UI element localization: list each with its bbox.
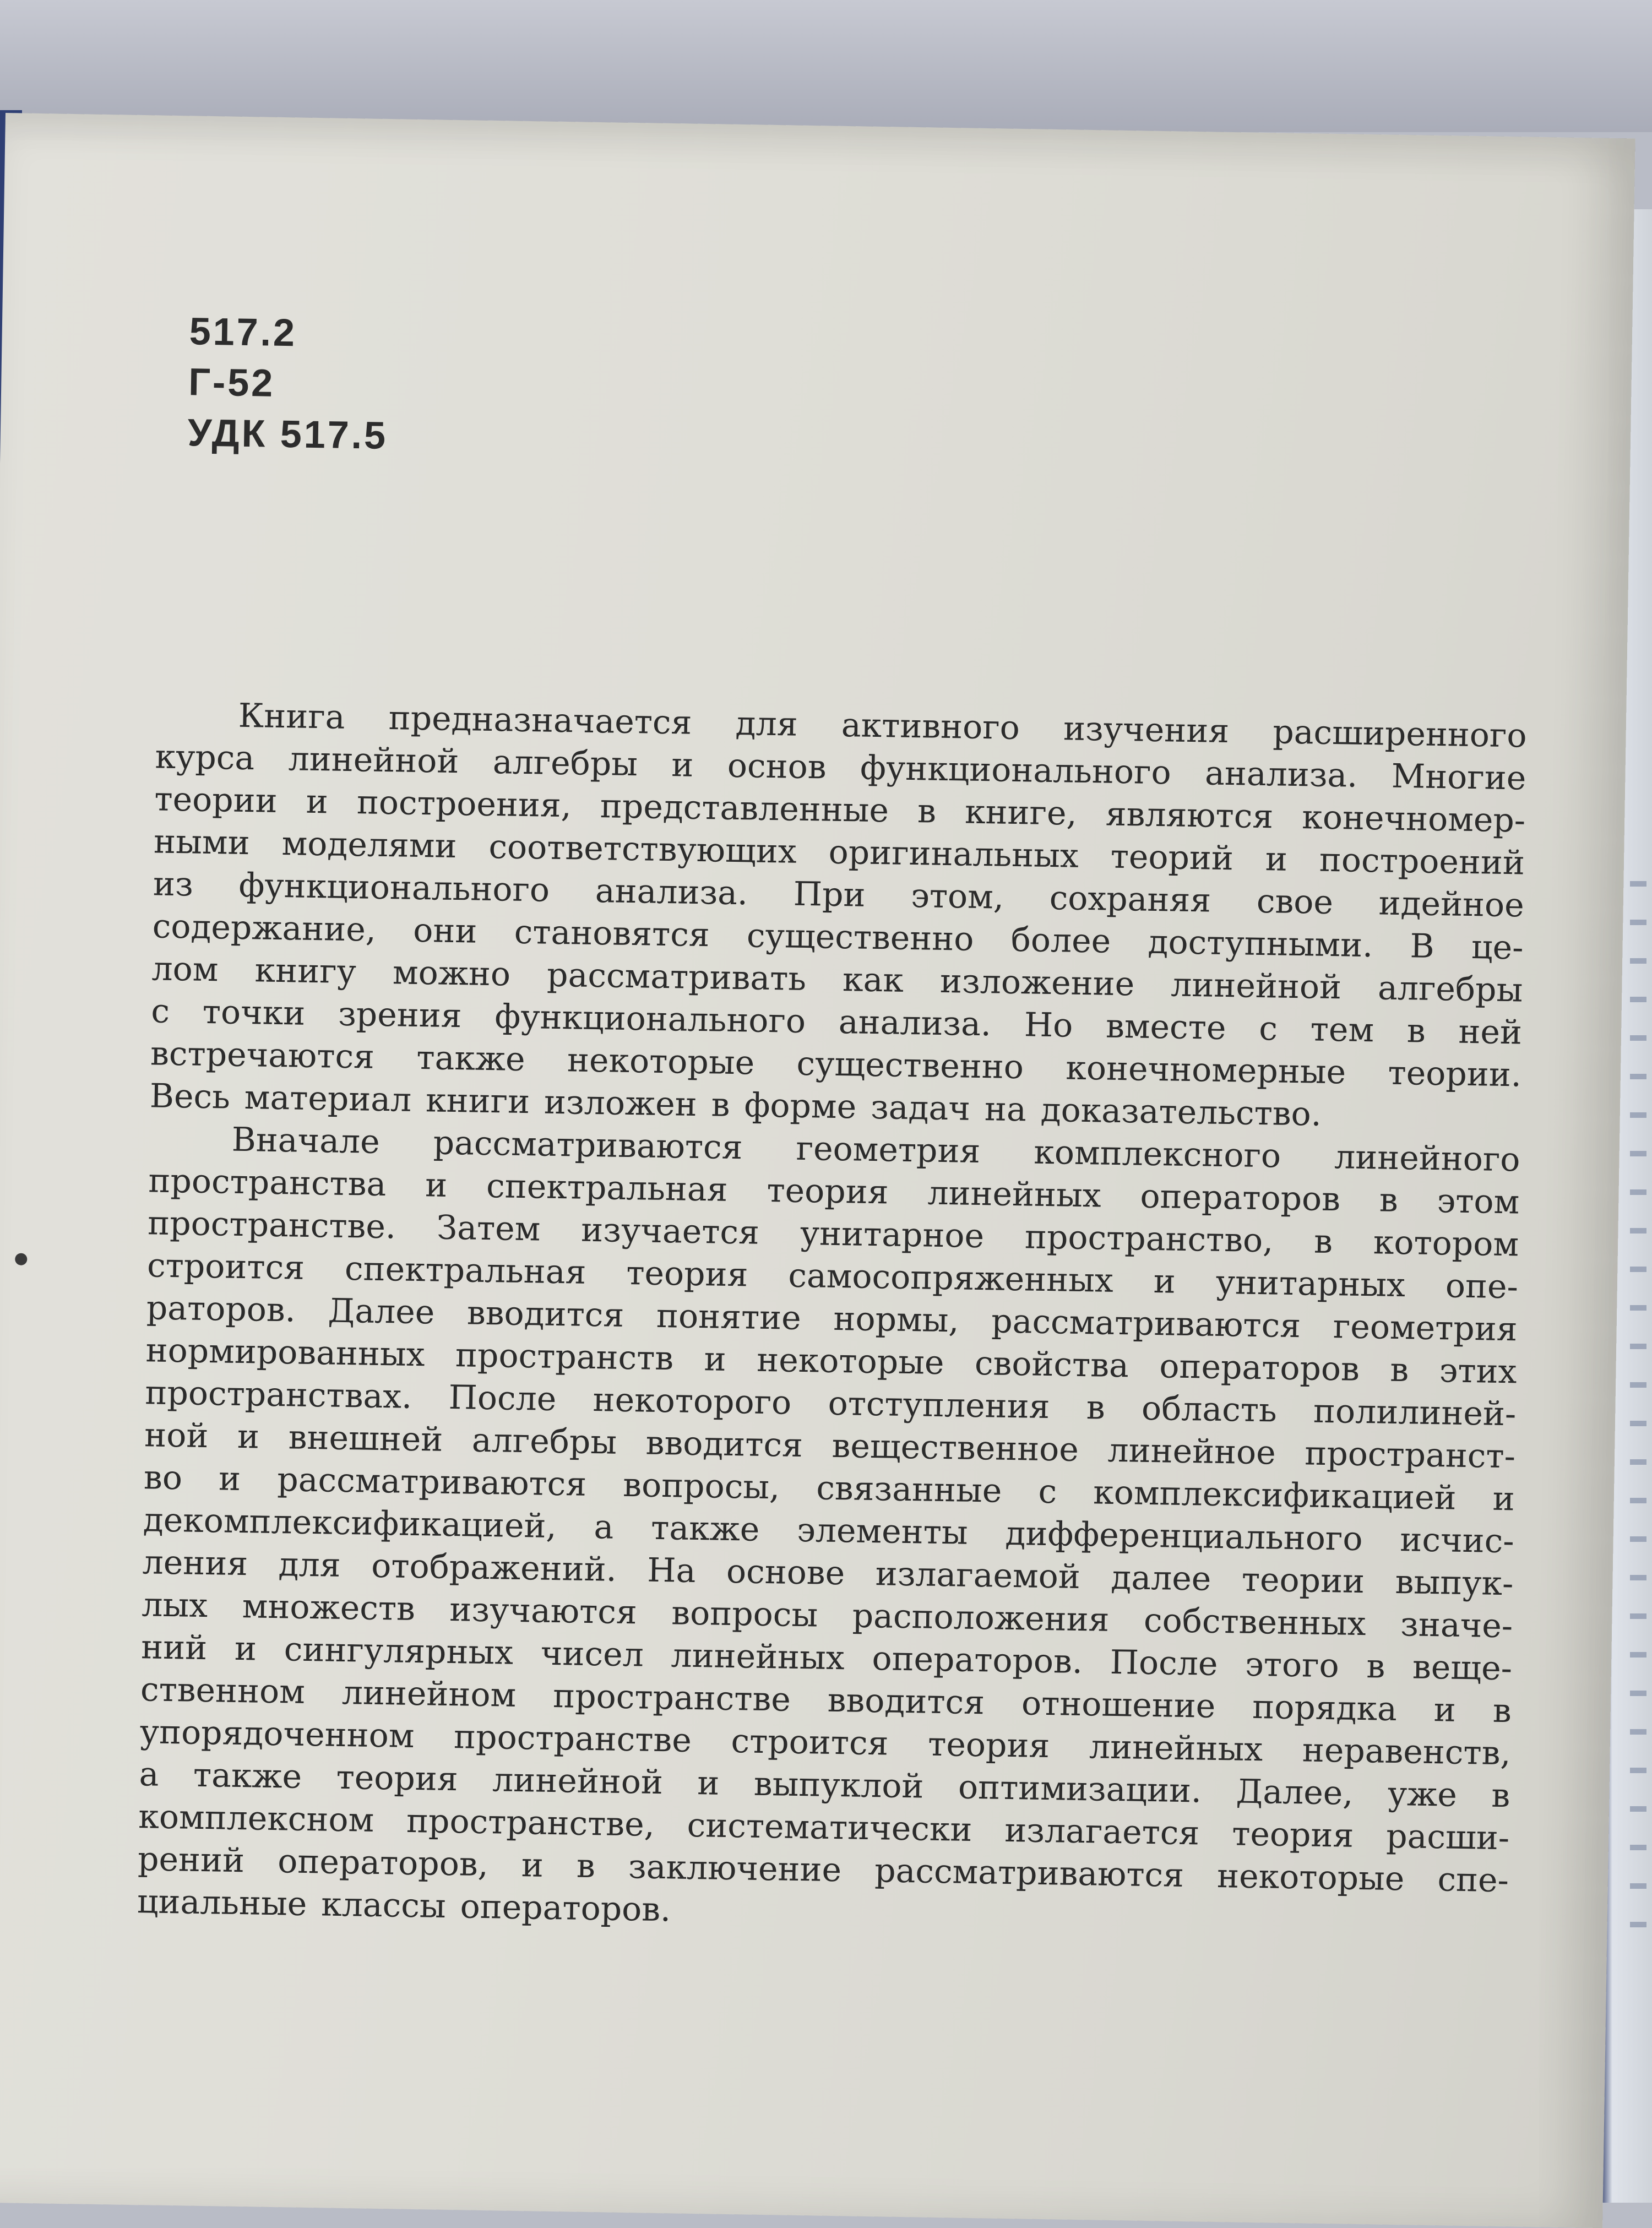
abstract-word: расположения: [852, 1596, 1110, 1639]
abstract-word: с: [1037, 1472, 1057, 1512]
abstract-word: существенно: [796, 1044, 1024, 1087]
abstract-word: содержание,: [152, 907, 377, 949]
abstract-word: отношение: [1021, 1684, 1216, 1726]
abstract-word: моделями: [281, 824, 458, 866]
abstract-word: выпуклой: [753, 1764, 925, 1806]
abstract-word: рассматриваются: [276, 1460, 587, 1504]
abstract-word: теории: [1241, 1560, 1365, 1601]
abstract-word: ней: [1458, 1012, 1523, 1052]
abstract-word: книге,: [964, 792, 1078, 833]
abstract-word: книги: [425, 1081, 530, 1122]
abstract-word: уже: [1387, 1774, 1458, 1814]
abstract-word: Далее: [328, 1291, 435, 1332]
abstract-word: теория: [766, 1171, 889, 1212]
abstract-word: конечномер-: [1301, 798, 1526, 840]
abstract-word: рассматриваются: [991, 1302, 1301, 1346]
abstract-word: изложение: [939, 961, 1135, 1004]
abstract-word: неравенств,: [1302, 1731, 1512, 1773]
abstract-word: курса: [155, 737, 255, 778]
abstract-word: анализа.: [1204, 754, 1358, 795]
abstract-word: Многие: [1391, 757, 1526, 798]
abstract-word: связанные: [816, 1469, 1002, 1510]
abstract-word: веще-: [1412, 1648, 1513, 1688]
abstract-word: ственном: [140, 1670, 306, 1711]
abstract-word: как: [842, 960, 904, 1000]
abstract-word: встречаются: [150, 1034, 375, 1077]
abstract-word: вводится: [645, 1423, 803, 1465]
abstract-word: доказательство.: [1040, 1090, 1322, 1134]
abstract-word: полилиней-: [1313, 1392, 1517, 1434]
book-page: [0, 113, 1635, 2228]
abstract-word: а: [593, 1508, 614, 1547]
abstract-word: также: [416, 1038, 526, 1079]
abstract-word: циальные: [137, 1882, 307, 1923]
abstract-word: некоторые: [1216, 1856, 1405, 1899]
abstract-word: расширенного: [1272, 713, 1528, 756]
abstract-word: операторов: [1159, 1347, 1360, 1389]
abstract-word: оптимизации.: [958, 1768, 1202, 1811]
abstract-word: книгу: [254, 951, 357, 992]
abstract-word: и: [671, 746, 694, 785]
abstract-word: вопросы,: [622, 1465, 780, 1507]
abstract-word: функционального: [860, 748, 1172, 792]
abstract-word: нормированных: [145, 1331, 426, 1374]
page-edge-marks: [1630, 881, 1646, 1927]
abstract-word: пространстве.: [147, 1204, 396, 1247]
abstract-word: це-: [1471, 928, 1524, 968]
abstract-word: и: [425, 1166, 448, 1205]
abstract-word: пространстве: [552, 1676, 791, 1719]
abstract-word: теория: [626, 1253, 748, 1295]
abstract-word: рассматриваются: [874, 1851, 1184, 1895]
abstract-word: спектральная: [344, 1249, 586, 1292]
abstract-word: При: [793, 874, 866, 915]
abstract-word: унитарное: [800, 1214, 985, 1256]
abstract-word: рассматриваются: [433, 1123, 743, 1167]
abstract-word: чисел: [540, 1634, 644, 1675]
abstract-word: теорий: [1110, 837, 1234, 878]
abstract-word: задач: [870, 1088, 971, 1128]
abstract-word: функционального: [238, 866, 550, 910]
abstract-word: построений: [1319, 840, 1525, 883]
abstract-word: некоторые: [567, 1041, 755, 1083]
abstract-word: предназначается: [388, 699, 692, 742]
abstract-word: представленные: [600, 787, 889, 830]
background-surface: [0, 0, 1652, 132]
abstract-word: в: [1313, 1222, 1333, 1262]
abstract-word: некоторые: [756, 1340, 944, 1383]
abstract-word: сохраняя: [1049, 878, 1211, 920]
abstract-word: лых: [141, 1585, 208, 1626]
abstract-word: линейных: [927, 1173, 1102, 1215]
abstract-word: на: [984, 1090, 1027, 1129]
abstract-word: Затем: [436, 1208, 541, 1249]
abstract-word: спе-: [1437, 1860, 1509, 1900]
abstract-word: и: [234, 1629, 257, 1669]
abstract-word: в: [1086, 1388, 1106, 1427]
abstract-word: соответствующих: [488, 827, 797, 871]
abstract-word: в: [917, 792, 937, 831]
ink-spot: [15, 1253, 27, 1265]
abstract-word: Весь: [149, 1077, 231, 1117]
abstract-word: форме: [743, 1086, 857, 1127]
abstract-word: дифференциального: [1004, 1514, 1363, 1559]
abstract-word: активного: [841, 705, 1020, 748]
abstract-word: изучения: [1063, 709, 1230, 751]
abstract-word: собственных: [1143, 1601, 1367, 1644]
abstract-word: и: [521, 1846, 544, 1885]
abstract-word: анализа.: [838, 1002, 992, 1044]
abstract-word: алгебры: [1377, 969, 1523, 1010]
abstract-word: зрения: [338, 995, 463, 1036]
abstract-word: изучается: [580, 1210, 760, 1252]
abstract-word: с: [1258, 1009, 1278, 1048]
abstract-word: унитарных: [1215, 1263, 1406, 1305]
abstract-word: они: [412, 911, 477, 951]
abstract-word: пространстве: [453, 1718, 692, 1760]
abstract-word: строится: [146, 1246, 305, 1287]
abstract-word: являются: [1105, 795, 1274, 836]
abstract-word: вопросы: [671, 1594, 818, 1635]
abstract-word: для: [735, 704, 798, 744]
abstract-word: из: [153, 865, 194, 904]
abstract-word: материал: [244, 1078, 412, 1120]
abstract-word: область: [1141, 1389, 1278, 1430]
abstract-word: свое: [1256, 882, 1334, 922]
abstract-word: идейное: [1378, 884, 1525, 925]
abstract-word: этого: [1245, 1645, 1340, 1686]
abstract-word: комплексификацией: [1093, 1473, 1457, 1518]
abstract-word: и: [218, 1459, 241, 1499]
abstract-word: операторов,: [277, 1842, 489, 1884]
abstract-word: пространство,: [1024, 1218, 1274, 1260]
abstract-word: теории: [154, 780, 278, 820]
abstract-word: порядка: [1252, 1687, 1398, 1729]
abstract-text: [137, 693, 1527, 1944]
abstract-word: линейное: [1107, 1431, 1276, 1472]
abstract-word: доступными.: [1148, 922, 1373, 965]
abstract-word: вводится: [827, 1681, 985, 1722]
abstract-word: множеств: [242, 1587, 416, 1629]
abstract-word: этих: [1439, 1351, 1517, 1392]
abstract-word: в: [1389, 1350, 1409, 1390]
abstract-word: Книга: [238, 696, 346, 737]
abstract-word: линейной: [1170, 965, 1342, 1007]
abstract-word: теория: [1231, 1814, 1354, 1855]
abstract-word: опе-: [1445, 1267, 1519, 1307]
abstract-word: основ: [727, 746, 827, 787]
abstract-word: и: [1492, 1479, 1515, 1519]
abstract-word: На: [646, 1551, 696, 1591]
abstract-word: систематически: [687, 1806, 972, 1849]
abstract-word: некоторого: [593, 1381, 792, 1422]
abstract-word: а: [139, 1755, 159, 1794]
abstract-word: и: [1433, 1691, 1457, 1730]
abstract-word: вещественное: [832, 1426, 1079, 1469]
abstract-word: и: [704, 1340, 727, 1379]
abstract-word: отображений.: [371, 1546, 617, 1589]
abstract-word: построения,: [356, 783, 572, 825]
abstract-word: внешней: [288, 1418, 443, 1459]
abstract-word: линейном: [341, 1673, 517, 1715]
abstract-word: и: [237, 1417, 260, 1457]
abstract-word: ными: [153, 822, 251, 863]
abstract-word: Но: [1024, 1006, 1073, 1045]
abstract-word: для: [278, 1545, 341, 1585]
abstract-word: и: [1265, 840, 1288, 879]
abstract-word: линейных: [1089, 1727, 1263, 1769]
abstract-word: После: [448, 1378, 557, 1419]
abstract-word: теории.: [1388, 1053, 1522, 1095]
abstract-word: изложен: [544, 1083, 698, 1124]
abstract-word: выпук-: [1395, 1562, 1514, 1604]
abstract-word: рений: [137, 1840, 245, 1881]
abstract-word: комплексного: [1033, 1133, 1281, 1176]
abstract-word: в: [576, 1846, 596, 1886]
abstract-word: основе: [726, 1552, 845, 1593]
abstract-word: В: [1410, 927, 1435, 966]
abstract-word: в: [1366, 1647, 1385, 1686]
author-mark: Г-52: [188, 360, 275, 405]
abstract-word: становятся: [514, 912, 710, 955]
abstract-word: более: [1010, 920, 1111, 961]
abstract-word: комплексном: [138, 1797, 374, 1840]
abstract-word: пространстве,: [406, 1801, 655, 1844]
abstract-word: пространств: [455, 1336, 674, 1378]
abstract-word: пространства: [148, 1161, 387, 1204]
abstract-word: сингулярных: [284, 1630, 514, 1672]
abstract-word: элементы: [796, 1510, 969, 1552]
abstract-word: линейных: [671, 1636, 845, 1678]
abstract-word: геометрия: [1333, 1307, 1518, 1349]
abstract-word: существенно: [746, 916, 975, 959]
abstract-word: с: [150, 992, 170, 1031]
abstract-word: излагаемой: [875, 1555, 1081, 1596]
abstract-word: геометрия: [796, 1129, 981, 1171]
abstract-word: алгебры: [492, 743, 638, 784]
abstract-word: нормы,: [833, 1299, 960, 1340]
abstract-word: котором: [1373, 1223, 1519, 1264]
abstract-word: свойства: [974, 1344, 1129, 1385]
abstract-word: Далее,: [1236, 1772, 1354, 1813]
abstract-word: спектральная: [486, 1166, 729, 1209]
abstract-word: оригинальных: [828, 833, 1079, 876]
abstract-word: точки: [202, 992, 306, 1033]
abstract-word: значе-: [1400, 1605, 1513, 1646]
abstract-word: вводится: [466, 1294, 624, 1335]
abstract-word: операторов.: [460, 1887, 671, 1930]
abstract-word: заключение: [628, 1847, 842, 1890]
abstract-word: лом: [151, 949, 219, 990]
abstract-word: функционального: [494, 997, 806, 1041]
abstract-word: самосопряженных: [787, 1256, 1114, 1300]
abstract-word: раторов.: [146, 1289, 296, 1330]
abstract-word: и: [306, 782, 329, 822]
abstract-word: теория: [336, 1758, 459, 1799]
abstract-word: можно: [392, 953, 511, 994]
abstract-word: пространст-: [1304, 1434, 1516, 1476]
abstract-word: излагается: [1004, 1811, 1200, 1853]
abstract-word: теория: [927, 1725, 1050, 1766]
abstract-word: ной: [144, 1416, 209, 1456]
abstract-word: операторов.: [871, 1639, 1083, 1682]
abstract-word: упорядоченном: [139, 1713, 415, 1756]
abstract-word: строится: [730, 1722, 889, 1763]
abstract-word: также: [650, 1508, 760, 1549]
abstract-word: этом,: [910, 877, 1004, 917]
abstract-word: линейной: [288, 740, 459, 781]
abstract-word: исчис-: [1399, 1520, 1515, 1561]
abstract-word: Вначале: [231, 1120, 381, 1161]
abstract-word: линейного: [1334, 1138, 1521, 1180]
udc-code: УДК 517.5: [187, 411, 388, 457]
abstract-word: анализа.: [595, 871, 748, 913]
abstract-word: классы: [320, 1885, 447, 1926]
abstract-word: рассматривать: [546, 955, 807, 999]
abstract-word: во: [143, 1458, 183, 1498]
abstract-word: декомплексификацией,: [143, 1501, 557, 1546]
abstract-word: в: [711, 1085, 731, 1124]
abstract-word: в: [1492, 1691, 1512, 1731]
abstract-word: вместе: [1105, 1007, 1226, 1048]
abstract-word: алгебры: [471, 1421, 617, 1462]
abstract-word: также: [193, 1756, 302, 1796]
abstract-word: После: [1110, 1643, 1218, 1683]
abstract-word: и: [1153, 1262, 1176, 1301]
abstract-word: в: [1491, 1776, 1510, 1816]
abstract-word: конечномерные: [1065, 1048, 1346, 1092]
bbk-code: 517.2: [189, 309, 297, 355]
abstract-word: этом: [1437, 1182, 1520, 1222]
abstract-word: операторов: [1140, 1177, 1341, 1219]
abstract-word: расши-: [1385, 1817, 1510, 1858]
abstract-word: в: [1406, 1012, 1426, 1051]
abstract-word: ний: [140, 1628, 208, 1668]
classification-codes: [187, 306, 389, 461]
abstract-word: линейной: [492, 1760, 664, 1802]
abstract-word: пространствах.: [144, 1373, 412, 1416]
abstract-word: далее: [1110, 1558, 1211, 1599]
abstract-word: тем: [1310, 1010, 1374, 1050]
abstract-word: ления: [142, 1543, 248, 1584]
abstract-word: в: [1379, 1181, 1399, 1220]
abstract-word: изучаются: [449, 1590, 638, 1632]
abstract-word: понятие: [656, 1296, 802, 1338]
abstract-word: и: [697, 1764, 720, 1803]
abstract-word: отступления: [828, 1384, 1051, 1427]
